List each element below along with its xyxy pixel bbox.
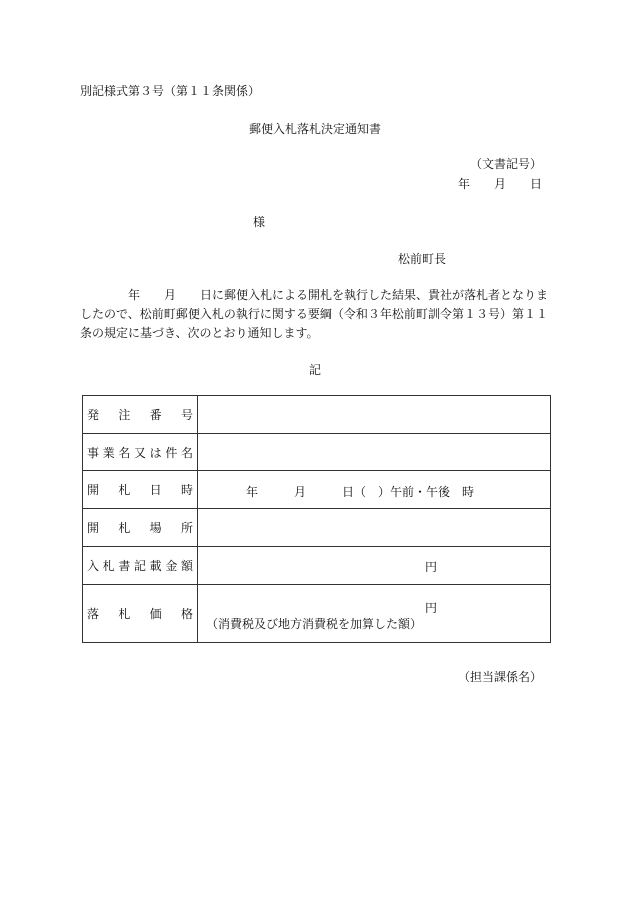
document-number: （文書記号）	[469, 157, 542, 171]
project-name-field	[198, 434, 551, 471]
row-label: 落札価格	[83, 585, 198, 643]
table-row-bid-amount	[83, 547, 551, 585]
row-label: 開札日時	[83, 471, 198, 509]
sender-name: 松前町長	[398, 252, 447, 266]
row-label: 入札書記載金額	[83, 547, 198, 585]
row-label: 事業名又は件名	[83, 434, 198, 471]
table-row-project-name	[83, 434, 551, 471]
bid-amount-field	[198, 547, 551, 585]
ki-mark: 記	[308, 363, 321, 377]
award-details-table	[82, 395, 551, 643]
form-reference: 別記様式第３号（第１１条関係）	[80, 84, 261, 98]
opening-datetime-field	[198, 471, 551, 509]
table-row-opening-datetime	[83, 471, 551, 509]
row-label: 発注番号	[83, 396, 198, 434]
award-price-field	[198, 585, 551, 643]
document-title: 郵便入札落札決定通知書	[248, 122, 381, 136]
table-row-award-price	[83, 585, 551, 643]
year-label: 年	[246, 485, 259, 499]
table-row-order-number	[83, 396, 551, 434]
yen-unit: 円	[425, 601, 438, 615]
row-label: 開札場所	[83, 509, 198, 547]
tax-note: （消費税及び地方消費税を加算した額）	[206, 617, 423, 631]
department-contact: （担当課係名）	[457, 670, 542, 684]
order-number-field	[198, 396, 551, 434]
month-label: 月	[294, 485, 307, 499]
day-time-label: 日（ ）午前・午後 時	[342, 485, 475, 499]
issue-date: 年 月 日	[457, 177, 542, 191]
table-row-opening-place	[83, 509, 551, 547]
yen-unit: 円	[425, 560, 438, 574]
opening-place-field	[198, 509, 551, 547]
addressee-honorific: 様	[253, 215, 266, 229]
notice-body: 年 月 日に郵便入札による開札を執行した結果、貴社が落札者となりましたので、松前町郵便入札の執行に関する要綱（令和３年松前町訓令第１３号）第１１条の規定に基づき、次のとおり通知します。	[80, 288, 549, 340]
